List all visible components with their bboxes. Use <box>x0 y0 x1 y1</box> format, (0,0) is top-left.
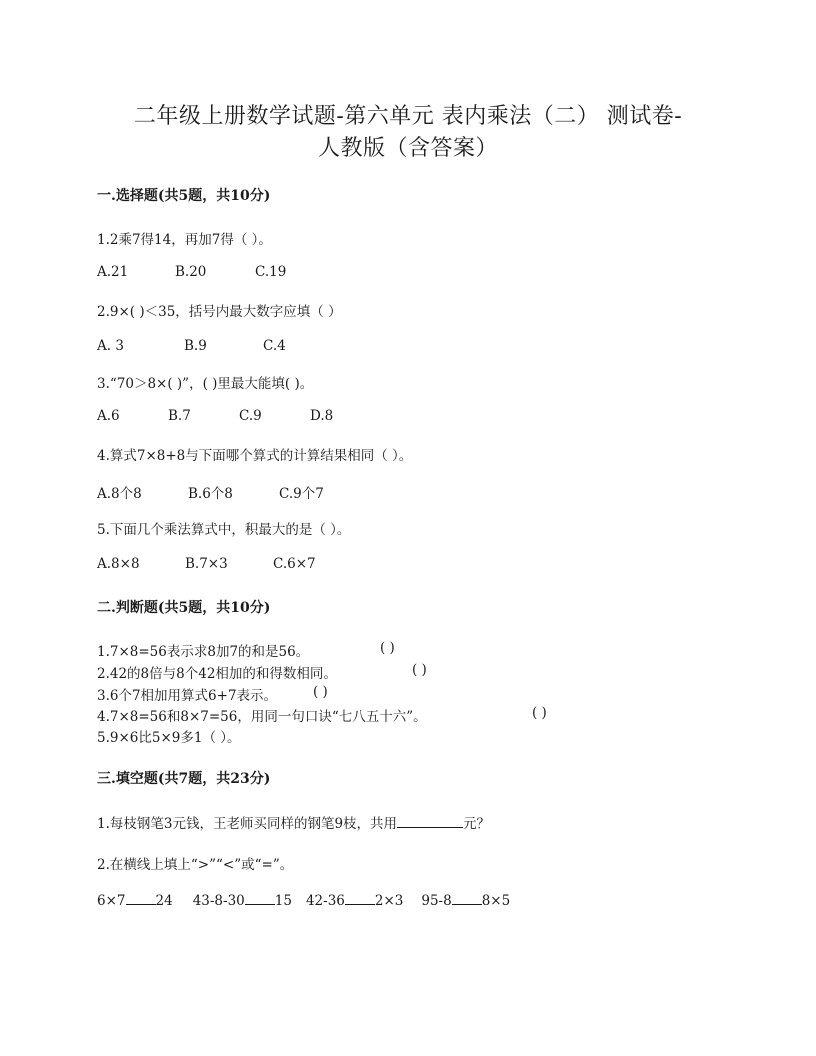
comparison-blank-4[interactable] <box>452 891 482 905</box>
fill-question-1-unit: 元？ <box>463 816 491 832</box>
option-1-2-c: C.4 <box>263 338 286 354</box>
comparison-blank-2[interactable] <box>245 891 275 905</box>
comparison-blank-3[interactable] <box>345 891 375 905</box>
question-1-1: 1.2乘7得14，再加7得（ ）。 <box>97 232 272 248</box>
comparison-left-4: 95-8 <box>421 893 452 909</box>
option-1-2-b: B.9 <box>184 338 207 354</box>
fill-question-1 <box>97 812 490 832</box>
judgement-item-3: 3.6个7相加用算式6+7表示。 <box>97 688 278 704</box>
option-1-3-a: A.6 <box>97 408 120 424</box>
comparison-right-3: 2×3 <box>374 893 404 909</box>
option-1-5-a: A.8×8 <box>97 556 140 572</box>
judgement-item-1: 1.7×8=56表示求8加7的和是56。 <box>97 644 310 660</box>
option-1-3-c: C.9 <box>239 408 262 424</box>
judgement-answer-2: ( ) <box>412 662 427 678</box>
question-1-5: 5.下面几个乘法算式中，积最大的是（ ）。 <box>97 522 351 538</box>
question-1-4: 4.算式7×8+8与下面哪个算式的计算结果相同（ ）。 <box>97 448 413 464</box>
option-1-1-a: A.21 <box>97 264 129 280</box>
comparison-left-3: 42-36 <box>305 893 345 909</box>
judgement-answer-1: ( ) <box>380 640 395 656</box>
option-1-2-a: A. 3 <box>97 338 124 354</box>
option-1-5-b: B.7×3 <box>185 556 228 572</box>
fill-question-2: 2.在横线上填上“>”“<”或“=”。 <box>97 857 294 873</box>
comparison-left-1: 6×7 <box>97 893 126 909</box>
comparison-right-1: 24 <box>155 893 173 909</box>
option-1-3-b: B.7 <box>168 408 191 424</box>
document-title-line2: 人教版（含答案） <box>317 136 498 161</box>
option-1-4-a: A.8个8 <box>97 486 142 502</box>
fill-question-1-text: 1.每枝钢笔3元钱，王老师买同样的钢笔9枝，共用 <box>97 816 398 832</box>
option-1-3-d: D.8 <box>310 408 334 424</box>
comparison-blank-1[interactable] <box>126 891 156 905</box>
judgement-answer-4: ( ) <box>532 705 547 721</box>
question-1-3: 3.“70＞8×( )”，( )里最大能填( )。 <box>97 376 314 392</box>
option-1-4-b: B.6个8 <box>188 486 233 502</box>
judgement-item-4: 4.7×8=56和8×7=56，用同一句口诀“七八五十六”。 <box>97 709 427 725</box>
question-1-2: 2.9×( )＜35，括号内最大数字应填（ ） <box>97 304 342 320</box>
option-1-4-c: C.9个7 <box>279 486 324 502</box>
option-1-1-c: C.19 <box>255 264 287 280</box>
section-heading-judgement: 二.判断题(共5题，共10分) <box>97 600 271 616</box>
section-heading-choice: 一.选择题(共5题，共10分) <box>97 188 271 204</box>
judgement-item-2: 2.42的8倍与8个42相加的和得数相同。 <box>97 666 337 682</box>
section-heading-fill: 三.填空题(共7题，共23分) <box>97 771 271 787</box>
comparison-left-2: 43-8-30 <box>192 893 245 909</box>
judgement-item-5: 5.9×6比5×9多1（ ）。 <box>97 730 241 746</box>
judgement-answer-3: ( ) <box>313 684 328 700</box>
option-1-5-c: C.6×7 <box>273 556 316 572</box>
comparison-row <box>97 891 510 909</box>
comparison-right-2: 15 <box>274 893 292 909</box>
answer-blank[interactable] <box>397 814 463 828</box>
document-title-line1: 二年级上册数学试题-第六单元 表内乘法（二） 测试卷- <box>133 104 683 129</box>
comparison-right-4: 8×5 <box>481 893 511 909</box>
option-1-1-b: B.20 <box>175 264 207 280</box>
